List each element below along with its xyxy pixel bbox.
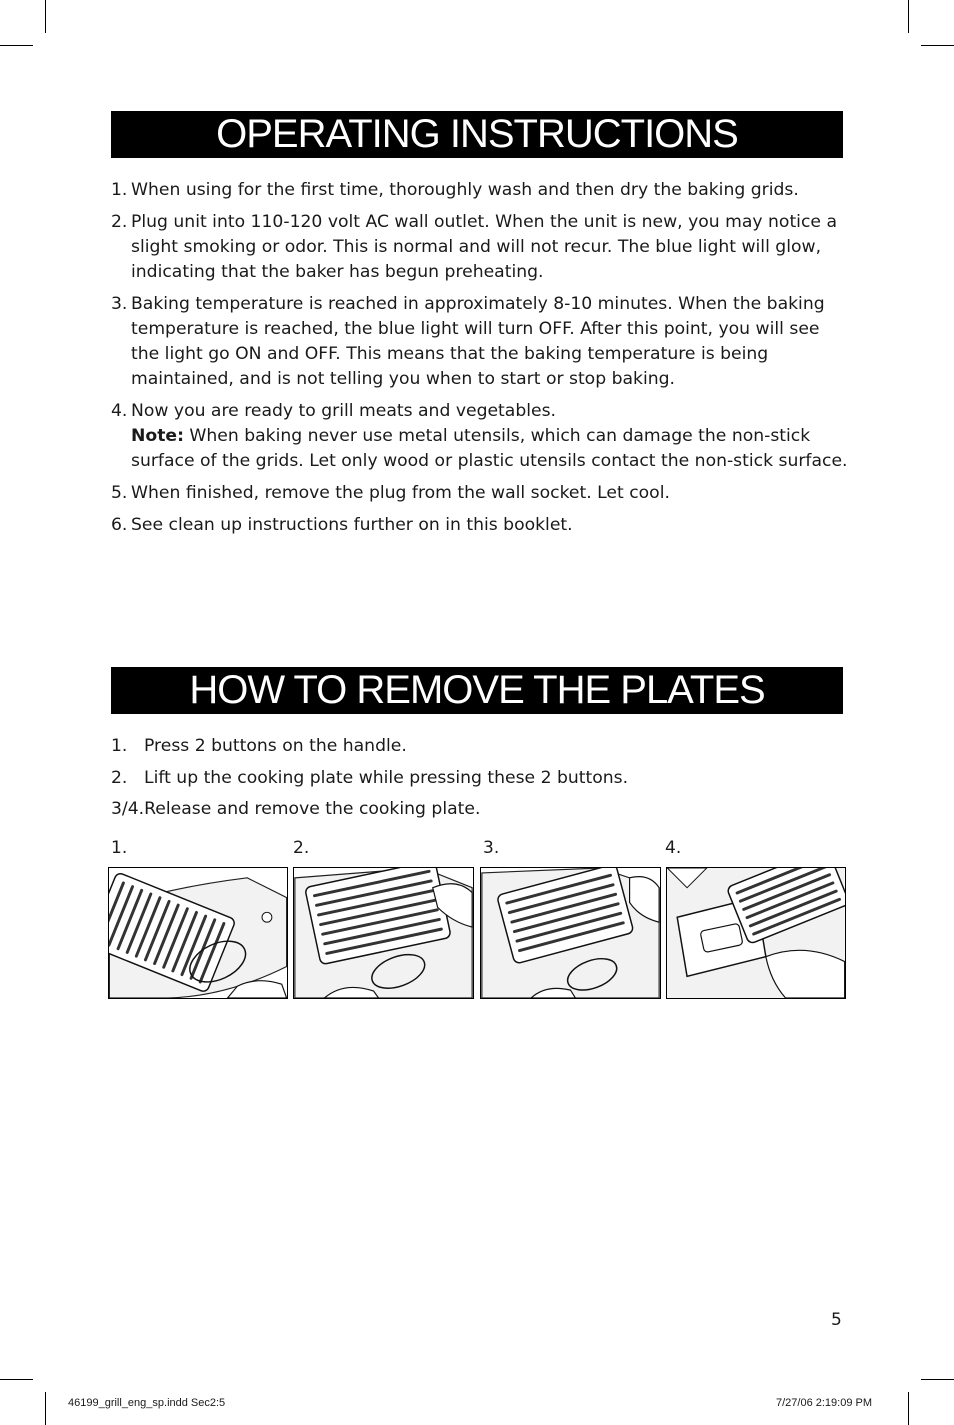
grill-plate-illustration <box>667 868 845 998</box>
list-item <box>111 292 851 392</box>
remove-title: HOW TO REMOVE THE PLATES <box>189 668 765 712</box>
note-text: When baking never use metal utensils, which can damage the non-stick surface of the grids. Let only wood or plastic utensils contact the non-stick surface. <box>131 426 848 471</box>
step-illustration-2 <box>293 867 474 999</box>
item-number: 3. <box>111 294 128 314</box>
grill-plate-illustration <box>294 868 473 998</box>
item-text: When using for the first time, thoroughly wash and then dry the baking grids. <box>131 180 799 200</box>
grill-plate-illustration <box>109 868 287 998</box>
item-number: 3/4. <box>111 799 145 819</box>
crop-mark <box>45 0 46 33</box>
item-text: Release and remove the cooking plate. <box>144 799 481 819</box>
date-slug: 7/27/06 2:19:09 PM <box>776 1397 873 1409</box>
remove-list <box>111 734 851 829</box>
page-number: 5 <box>831 1310 842 1330</box>
crop-mark <box>45 1392 46 1425</box>
item-number: 4. <box>111 401 128 421</box>
item-text: Lift up the cooking plate while pressing these 2 buttons. <box>144 767 629 788</box>
file-slug: 46199_grill_eng_sp.indd Sec2:5 <box>68 1397 226 1409</box>
step-illustration-3 <box>480 867 661 999</box>
list-item <box>111 399 851 474</box>
item-text: When finished, remove the plug from the wall socket. Let cool. <box>131 483 670 503</box>
crop-mark <box>908 0 909 33</box>
item-number: 2. <box>111 212 128 232</box>
step-illustration-1 <box>108 867 288 999</box>
step-label-3: 3. <box>483 838 500 858</box>
item-text: Press 2 buttons on the handle. <box>144 736 407 756</box>
item-text-block <box>131 399 851 474</box>
item-text: Baking temperature is reached in approximately 8-10 minutes. When the baking temperature is reached, the blue light will turn OFF. After this point, you will see the light go ON and OFF. This means that the baking temperature is being maintained, and is not telling you when to start or stop baking. <box>131 294 825 389</box>
crop-mark <box>0 45 33 46</box>
step-label-2: 2. <box>293 838 310 858</box>
item-text: Now you are ready to grill meats and vegetables. <box>131 401 557 421</box>
step-label-1: 1. <box>111 838 128 858</box>
operating-instructions-heading <box>111 111 843 158</box>
item-number: 1. <box>111 736 128 756</box>
list-item <box>111 210 851 285</box>
crop-mark <box>921 45 954 46</box>
item-text: See clean up instructions further on in this booklet. <box>131 515 573 535</box>
crop-mark <box>921 1379 954 1380</box>
grill-plate-illustration <box>481 868 660 998</box>
crop-mark <box>0 1379 33 1380</box>
step-label-4: 4. <box>665 838 682 858</box>
crop-mark <box>908 1392 909 1425</box>
item-number: 5. <box>111 483 128 503</box>
list-item <box>111 481 851 506</box>
item-number: 1. <box>111 180 128 200</box>
operating-list <box>111 178 851 545</box>
note-label: Note: <box>131 426 184 446</box>
remove-plates-heading <box>111 667 843 714</box>
item-text: Plug unit into 110-120 volt AC wall outlet. When the unit is new, you may notice a slight smoking or odor. This is normal and will not recur. The blue light will glow, indicating that the baker has begun preheating. <box>131 212 837 282</box>
item-number: 2. <box>111 767 128 788</box>
operating-title: OPERATING INSTRUCTIONS <box>216 112 738 156</box>
list-item <box>111 513 851 538</box>
list-item <box>111 178 851 203</box>
step-illustration-4 <box>666 867 846 999</box>
list-item <box>111 766 851 791</box>
item-number: 6. <box>111 515 128 535</box>
list-item <box>111 797 851 822</box>
list-item <box>111 734 851 759</box>
